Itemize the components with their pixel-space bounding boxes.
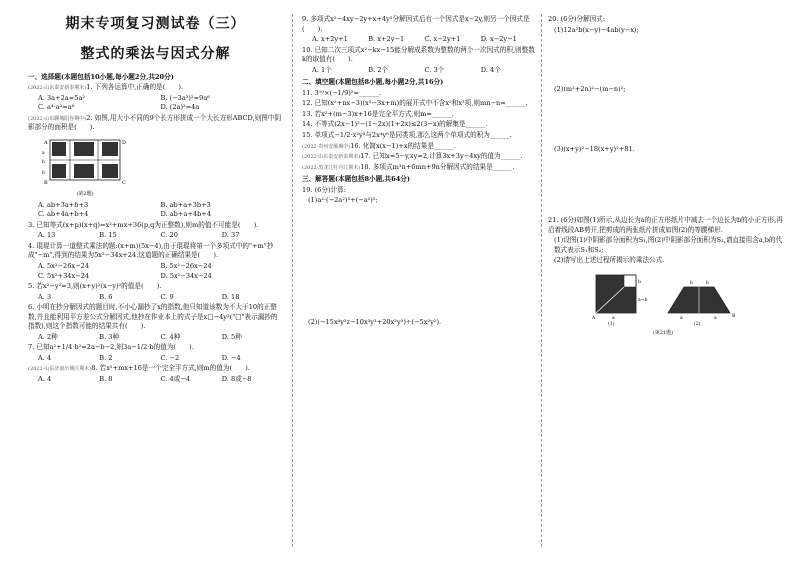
fig2-label-b1: b [690,280,693,286]
question-1-tag: (2022·山东泰安新泰期末) [28,85,87,92]
answer-space-19-1 [302,207,537,317]
question-1 [28,83,283,93]
question-1-text: 1. 下列各运算中,正确的是( ). [86,83,184,92]
figure-q2-caption: (第2题) [76,191,94,198]
shade-5 [74,164,94,178]
fig1-label-a: a [612,315,615,321]
question-19-part-1: (1)a²·(−2a²)³+(−a²)⁵; [308,196,378,205]
shade-3 [102,142,118,156]
figure-q2 [40,136,283,199]
option-d: D. (2a)²=4a [160,103,200,112]
option-b: B. 5x²−26x−24 [160,261,212,270]
section-answer-heading: 三、解答题(本题包括8小题,共64分) [302,175,411,184]
option-c: C. ab+4a+b+4 [38,210,89,219]
option-d: D. 37 [221,231,240,240]
option-a: A. 2种 [38,332,58,341]
label-b2: b [42,170,45,176]
label-C: C [122,179,126,186]
page-title: 期末专项复习测试卷（三） [65,16,246,32]
fig1-label-a-minus-b: a−b [638,297,648,303]
column-divider-1 [292,14,293,547]
option-c: C. 3个 [424,65,445,74]
question-8-text: 8. 若x²+mx+16是一个完全平方式,则m的值为( ). [91,364,250,373]
question-5: 5. 若x²−y²=3,则(x+y)²(x−y)²的值是( ). [28,282,162,291]
option-a: A. 4 [38,374,52,383]
label-B: B [44,179,48,186]
question-13: 13. 若x²+(m−3)x+16是完全平方式,则m=______. [302,109,454,118]
question-19-part-2: (2)(−15x⁴y²z−10x³y³+20x²y²)÷(−5x²y²). [308,317,442,326]
shade-4 [52,164,66,178]
label-b1: b [42,159,45,165]
option-b: B. 6 [99,292,113,301]
question-5-options [38,293,283,303]
option-c: C. a⁴·a²=a⁸ [38,103,75,112]
fig2-label-a1: a [680,315,683,321]
question-1-options [38,94,283,113]
question-2-tag: (2022·山东聊城阳谷期中) [28,115,87,122]
figure-q21 [588,269,783,338]
column-1 [28,0,283,561]
question-20: 20. (6分)分解因式: [548,15,606,23]
question-11: 11. 3¹⁰×(−1/9)⁵=______. [302,88,381,97]
question-20-part-3: (3)(x+y)²−18(x+y)²+81. [554,144,635,153]
option-d: D. 4个 [480,65,501,74]
fig2-label-a2: a [714,315,717,321]
section-fill-heading: 二、填空题(本题包括8小题,每小题2分,共16分) [302,78,444,87]
question-6: 6. 小明在抄分解因式的题目时,不小心漏抄了x的指数,他只知道该数为不大于10的正整数,并且能利用平方差公式分解因式,他抄在作业本上的式子是x□−4y²("□"表示漏抄的指数),则这个指数可能的结果共有( ). [28,303,278,331]
fig2-label-b2: b [706,280,709,286]
option-d: D. 5x²−34x−24 [160,271,212,280]
fig2-sub-caption: (2) [694,321,701,327]
option-c: C. 4或−4 [160,374,191,383]
shade-6 [102,164,118,178]
option-c: C. −2 [160,353,180,362]
question-4-options [38,262,283,281]
option-b: B. 15 [99,231,117,240]
option-b: B. 3种 [99,332,120,341]
option-d: D. −4 [221,353,241,362]
option-d: D. x−2y−1 [480,35,517,44]
column-2 [302,0,537,561]
option-a: A. x+2y+1 [312,35,348,44]
option-a: A. 3a+2a=5a² [38,93,86,102]
question-10-options [312,66,537,76]
option-d: D. 8或−8 [221,374,252,383]
answer-space-20-2 [548,96,783,144]
option-a: A. 13 [38,231,56,240]
question-8-tag: (2022·山东济南历城区期末) [28,366,92,373]
question-7: 7. 已知a²+1/4·b²=2a−b−2,则3a−1/2·b的值为( ). [28,343,194,352]
option-c: C. 9 [160,292,174,301]
question-19: 19. (6分)计算: [302,185,346,194]
question-16-tag: (2022·贵州安顺期中) [302,143,351,150]
question-3: 3. 已知等式(x+p)(x+q)=x²+mx+36(p,q为正整数),则m的值不可能是( ). [28,220,259,229]
question-20-part-1: (1)12a²b(x−y)−4ab(y−x); [554,25,639,34]
question-12: 12. 已知(x²+nx−3)(x²−3x+m)的展开式中不含x²和x³项,则mn−n=______. [302,99,528,108]
label-A: A [44,139,48,146]
fig2-label-B: B [732,313,736,319]
figure-q2-diagram [40,136,130,188]
question-21: 21. (6分)如图(1)所示,从边长为a的正方形纸片中减去一个边长为b的小正方形,再沿着线段AB剪开,把剪成的两张纸片拼成如图(2)的等腰梯形. [548,216,783,234]
question-8-options [38,375,283,385]
option-b: B. (−3a³)²=9a⁶ [160,93,210,102]
option-a: A. 1个 [312,65,332,74]
question-16-text: 16. 化简x(x−1)+x的结果是______. [350,141,456,150]
question-17-text: 17. 已知x=5−y,xy=2,计算3x+3y−4xy的值为______. [360,152,523,161]
shade-2 [74,142,94,156]
question-14: 14. 不等式(2x−1)²−(1−2x)(1+2x)≤2(3−x)的解集是______. [302,120,488,129]
option-d: D. 5种 [221,332,242,341]
option-b: B. 8 [99,374,113,383]
option-b: B. ab+a+3b+3 [160,200,211,209]
fig1-label-A: A [592,315,596,321]
question-8 [28,364,283,374]
question-16 [302,142,537,152]
label-D: D [122,139,127,146]
option-d: D. 18 [221,292,240,301]
page-subtitle: 整式的乘法与因式分解 [80,46,231,63]
label-a: a [42,150,45,156]
question-18-tag: (2022·黑龙江牡丹江期末) [302,164,361,171]
option-b: B. x+2y−1 [368,35,405,44]
option-c: C. 4种 [160,332,181,341]
question-15: 15. 单项式−1/2·x²y³与2x⁴y⁸是同类项,那么这两个单项式的积为______. [302,131,512,140]
column-3 [548,0,783,561]
answer-space-20-1 [548,36,783,84]
fig1-small-square [624,275,636,287]
shade-1 [52,142,66,156]
option-b: B. 2个 [368,65,389,74]
fig1-label-b: b [638,279,641,285]
option-a: A. 4 [38,353,52,362]
question-2-options [38,201,283,220]
question-2 [28,114,283,133]
question-17 [302,152,537,162]
figure-q21-diagram [588,269,738,327]
answer-space-20-3 [548,155,783,215]
option-d: D. ab+a+4b+4 [160,210,212,219]
option-a: A. 3 [38,292,52,301]
option-a: A. 5x²−26x−24 [38,261,90,270]
question-7-options [38,354,283,364]
option-c: C. 5x²+34x−24 [38,271,90,280]
question-2-text: 2. 如图,用大小不同的9个长方形拼成一个大长方形ABCD,则图中阴影部分的面积是( ). [28,113,282,132]
option-c: C. 20 [160,231,178,240]
question-4: 4. 琨琨计算一道整式乘法的题:(x+m)(5x−4),由于琨琨将第一个多项式中的"+m"抄成"−m",得到的结果为5x²−34x+24.这道题的正确结果是( ). [28,241,274,260]
question-21-part-2: (2)请写出上述过程所揭示的乘法公式. [554,256,665,265]
question-17-tag: (2022·山东泰安新泰期末) [302,154,361,161]
question-9-options [312,35,537,45]
question-10: 10. 已知二次三项式x²−kx−15能分解成系数为整数的两个一次因式的积,则整数k的取值有( ). [302,45,535,64]
fig1-sub-caption: (1) [608,321,615,327]
question-6-options [38,333,283,343]
question-9: 9. 多项式x²−4xy−2y+x+4y²分解因式后有一个因式是x−2y,则另一个因式是( ). [302,15,530,33]
section-choice-heading: 一、选择题(本题包括10小题,每小题2分,共20分) [28,72,174,81]
question-21-part-1: (1)设图(1)中阴影部分面积为S₁,图(2)中阴影部分面积为S₂,请直接用含a,b的代数式表示S₁和S₂; [554,236,783,254]
figure-q21-caption: (第21题) [652,330,674,337]
question-18-text: 18. 多项式m³n+6mn+9n分解因式的结果是______. [360,162,515,171]
option-a: A. ab+3a+b+3 [38,200,89,209]
column-divider-2 [541,14,542,547]
option-c: C. x−2y+1 [424,35,461,44]
option-b: B. 2 [99,353,113,362]
question-18 [302,163,537,173]
question-3-options [38,231,283,241]
question-20-part-2: (2)(m²+2n)²−(m−n)²; [554,85,626,94]
